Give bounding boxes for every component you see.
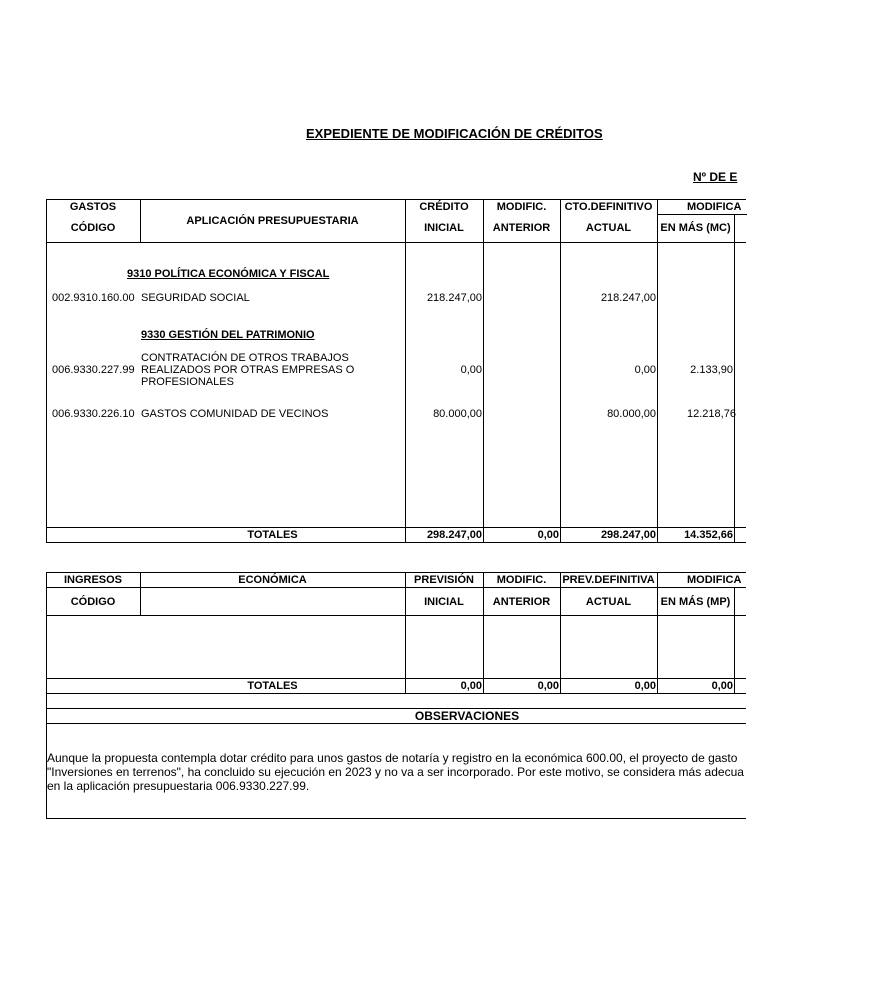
modificacion-header: MODIFICA (687, 201, 742, 213)
actual-header: ACTUAL (585, 222, 632, 234)
row-description: SEGURIDAD SOCIAL (141, 292, 250, 304)
observaciones-text: Aunque la propuesta contempla dotar crédito para unos gastos de notaría y registro en la económica 600.00, el proyecto de gasto "Inversiones en terrenos", ha concluido su ejecución en 2023 y no va a ser incorporado. Por este motivo, se considera más adecua en la aplicación presupuestaria 006.9330.227.99. (47, 751, 744, 793)
gastos-header-label: GASTOS (69, 201, 117, 213)
row-code: 002.9310.160.00 (52, 292, 135, 304)
total-credito-inicial: 298.247,00 (426, 529, 482, 541)
total-cto-definitivo: 298.247,00 (600, 529, 656, 541)
observaciones-title: OBSERVACIONES (414, 709, 520, 723)
anterior-header: ANTERIOR (492, 222, 551, 234)
row-description: GASTOS COMUNIDAD DE VECINOS (141, 408, 329, 420)
modific-header: MODIFIC. (496, 201, 547, 213)
row-en-mas: 2.133,90 (690, 364, 733, 376)
economica-header: ECONÓMICA (238, 574, 307, 586)
row-credito-inicial: 218.247,00 (426, 292, 482, 304)
section-title-9310: 9310 POLÍTICA ECONÓMICA Y FISCAL (127, 268, 330, 280)
total-en-mas: 0,00 (711, 680, 733, 692)
row-cto-definitivo: 218.247,00 (600, 292, 656, 304)
modific-header: MODIFIC. (496, 574, 547, 586)
totals-label: TOTALES (247, 680, 298, 692)
en-mas-mp-header: EN MÁS (MP) (660, 596, 731, 608)
row-cto-definitivo: 0,00 (634, 364, 656, 376)
document-title: EXPEDIENTE DE MODIFICACIÓN DE CRÉDITOS (306, 126, 603, 141)
total-prev-definitiva: 0,00 (634, 680, 656, 692)
codigo-header: CÓDIGO (70, 596, 116, 608)
inicial-header: INICIAL (424, 596, 464, 608)
cto-definitivo-header: CTO.DEFINITIVO (564, 201, 653, 213)
section-title-9330: 9330 GESTIÓN DEL PATRIMONIO (141, 329, 315, 341)
row-en-mas: 12.218,76 (687, 408, 736, 420)
total-modif-anterior: 0,00 (537, 529, 559, 541)
row-credito-inicial: 0,00 (460, 364, 482, 376)
inicial-header: INICIAL (424, 222, 464, 234)
prevision-header: PREVISIÓN (414, 574, 474, 586)
row-description: CONTRATACIÓN DE OTROS TRABAJOS REALIZADOS POR OTRAS EMPRESAS O PROFESIONALES (141, 352, 355, 388)
en-mas-mc-header: EN MÁS (MC) (660, 222, 731, 234)
ingresos-header-label: INGRESOS (63, 574, 123, 586)
aplicacion-header: APLICACIÓN PRESUPUESTARIA (186, 215, 359, 227)
actual-header: ACTUAL (585, 596, 632, 608)
modificacion-header: MODIFICA (687, 574, 742, 586)
totals-label: TOTALES (247, 529, 298, 541)
row-code: 006.9330.227.99 (52, 364, 135, 376)
expediente-number-label: Nº DE E (693, 170, 738, 184)
credito-header: CRÉDITO (419, 201, 469, 213)
prev-definitiva-header: PREV.DEFINITIVA (562, 574, 655, 586)
total-prevision-inicial: 0,00 (460, 680, 482, 692)
row-credito-inicial: 80.000,00 (433, 408, 482, 420)
row-code: 006.9330.226.10 (52, 408, 135, 420)
anterior-header: ANTERIOR (492, 596, 551, 608)
row-cto-definitivo: 80.000,00 (607, 408, 656, 420)
total-en-mas: 14.352,66 (684, 529, 733, 541)
total-modif-anterior: 0,00 (537, 680, 559, 692)
codigo-header: CÓDIGO (70, 222, 116, 234)
